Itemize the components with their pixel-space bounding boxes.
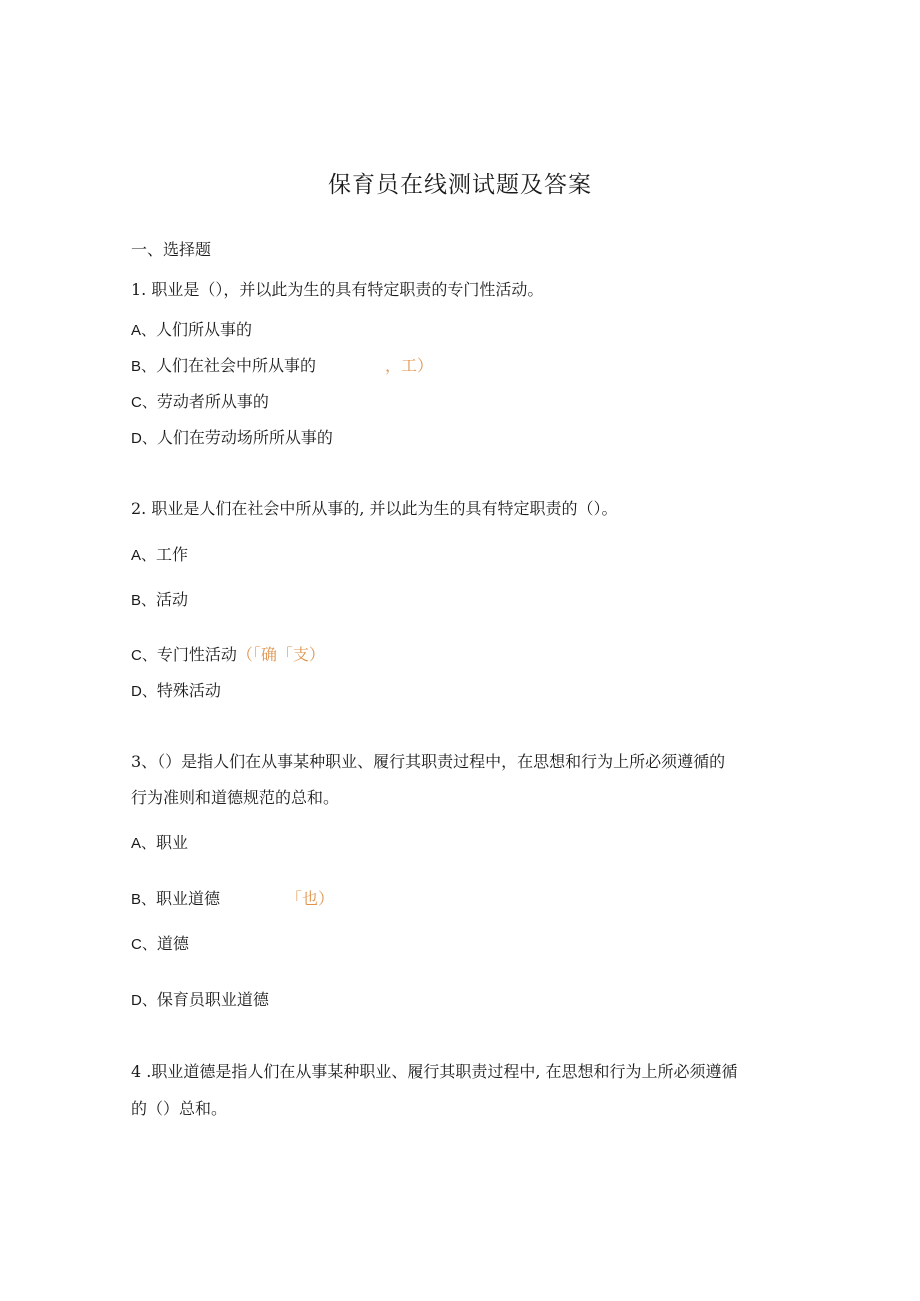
q1-option-b xyxy=(131,356,316,377)
option-letter: A、 xyxy=(131,547,157,564)
q2-option-b xyxy=(131,590,188,611)
question-2-text: 2. 职业是人们在社会中所从事的, 并以此为生的具有特定职责的（）。 xyxy=(131,499,618,518)
option-text: 人们在劳动场所所从事的 xyxy=(156,428,333,447)
q2-option-c xyxy=(131,645,325,666)
option-letter: D、 xyxy=(131,430,157,447)
option-text: 职业道德 xyxy=(156,889,221,908)
q3-option-b xyxy=(131,889,220,910)
option-letter: B、 xyxy=(131,358,157,375)
question-1-text: 1. 职业是（），并以此为生的具有特定职责的专门性活动。 xyxy=(131,280,544,299)
option-letter: D、 xyxy=(131,992,157,1009)
section-heading: 一、选择题 xyxy=(131,240,212,259)
q2-option-a xyxy=(131,545,188,566)
option-text: 劳动者所从事的 xyxy=(156,392,269,411)
option-letter: C、 xyxy=(131,647,157,664)
question-3-text-line1: 3、（）是指人们在从事某种职业、履行其职责过程中，在思想和行为上所必须遵循的 xyxy=(131,752,726,771)
q1-answer-mark: ，工） xyxy=(385,356,434,375)
option-letter: C、 xyxy=(131,394,157,411)
page-title: 保育员在线测试题及答案 xyxy=(328,172,592,198)
option-text: 人们在社会中所从事的 xyxy=(156,356,317,375)
q1-option-a xyxy=(131,320,252,341)
question-4-text-line2: 的（）总和。 xyxy=(131,1099,228,1118)
option-letter: A、 xyxy=(131,835,157,852)
q2-answer-mark: （「确「支） xyxy=(236,645,325,664)
option-letter: B、 xyxy=(131,592,157,609)
q1-option-d xyxy=(131,428,333,449)
option-text: 特殊活动 xyxy=(156,681,221,700)
option-text: 道德 xyxy=(156,934,189,953)
option-text: 专门性活动 xyxy=(156,645,237,664)
option-text: 活动 xyxy=(156,590,189,609)
option-letter: D、 xyxy=(131,683,157,700)
q1-option-c xyxy=(131,392,269,413)
option-letter: B、 xyxy=(131,891,157,908)
q3-option-c xyxy=(131,934,189,955)
q3-option-a xyxy=(131,833,188,854)
q3-option-d xyxy=(131,990,269,1011)
option-text: 保育员职业道德 xyxy=(156,990,269,1009)
q2-option-d xyxy=(131,681,221,702)
option-letter: A、 xyxy=(131,322,157,339)
option-letter: C、 xyxy=(131,936,157,953)
option-text: 人们所从事的 xyxy=(156,320,253,339)
question-3-text-line2: 行为准则和道德规范的总和。 xyxy=(131,788,340,807)
q3-answer-mark: 「也） xyxy=(286,889,335,908)
option-text: 职业 xyxy=(156,833,189,852)
option-text: 工作 xyxy=(156,545,189,564)
question-4-text-line1: 4 .职业道德是指人们在从事某种职业、履行其职责过程中, 在思想和行为上所必须遵循 xyxy=(131,1062,738,1081)
